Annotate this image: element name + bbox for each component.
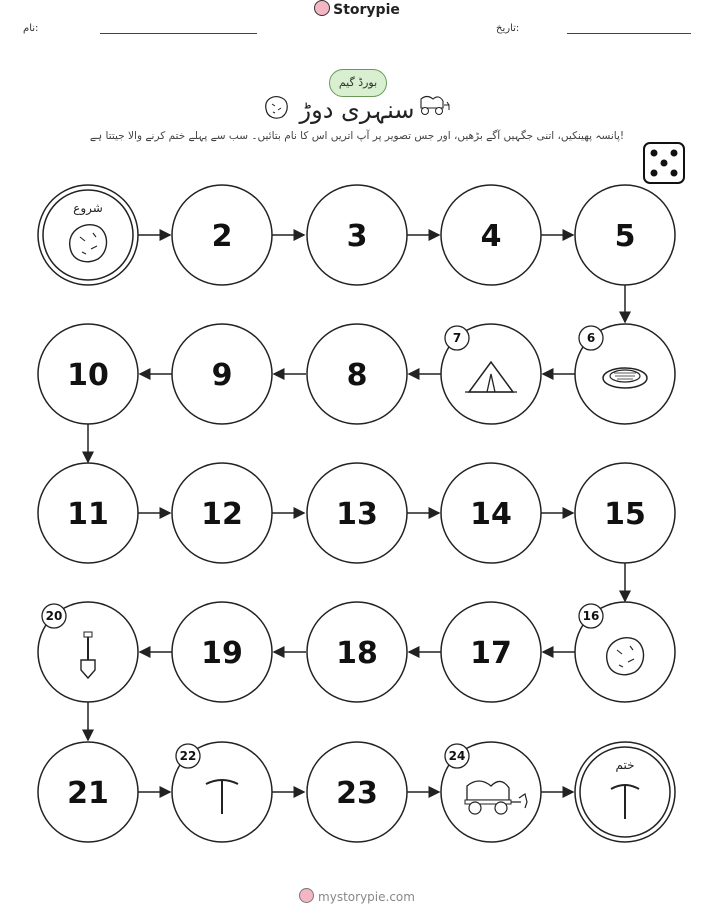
date-label: تاریخ: (496, 23, 520, 34)
footer (0, 888, 714, 904)
start-label: شروع (73, 201, 103, 215)
board-cell-7 (441, 324, 541, 424)
covered-wagon-title-icon (421, 97, 449, 115)
cell-number: 11 (67, 497, 109, 532)
board-cell-9 (172, 324, 272, 424)
storypie-logo-icon (299, 888, 314, 903)
board-cell-18 (307, 602, 407, 702)
cell-number: 15 (604, 497, 646, 532)
cell-number: 21 (67, 776, 109, 811)
cell-number: 18 (336, 636, 378, 671)
cell-number: 7 (452, 331, 462, 345)
board-cell-14 (441, 463, 541, 563)
board-game-badge: بورڈ گیم (329, 69, 387, 97)
cell-number: 23 (336, 776, 378, 811)
cell-number: 9 (211, 358, 233, 393)
board-cell-finish (575, 742, 675, 842)
board-cell-5 (575, 185, 675, 285)
cell-number: 22 (179, 749, 197, 763)
board-cell-23 (307, 742, 407, 842)
board-cell-15 (575, 463, 675, 563)
board-cell-13 (307, 463, 407, 563)
board-cell-20 (38, 602, 138, 702)
board-cell-8 (307, 324, 407, 424)
gold-nugget-title-icon (266, 97, 288, 119)
board-cell-12 (172, 463, 272, 563)
cell-number: 3 (346, 219, 368, 254)
board-cell-16 (575, 602, 675, 702)
cell-number: 8 (346, 358, 368, 393)
gold-nugget-icon (70, 225, 107, 262)
finish-label: ختم (615, 758, 635, 772)
cell-number: 20 (45, 609, 63, 623)
board-cell-start (38, 185, 138, 285)
cell-number: 2 (211, 219, 233, 254)
cell-number: 13 (336, 497, 378, 532)
cell-number: 4 (480, 219, 502, 254)
board-cell-3 (307, 185, 407, 285)
board-cell-21 (38, 742, 138, 842)
board-cell-24 (441, 742, 541, 842)
cell-number: 19 (201, 636, 243, 671)
cell-number: 6 (586, 331, 596, 345)
cell-number: 10 (67, 358, 109, 393)
cell-number: 17 (470, 636, 512, 671)
dice-icon (644, 143, 684, 183)
board-cell-11 (38, 463, 138, 563)
brand-name: Storypie (333, 2, 400, 18)
cell-number: 24 (448, 749, 466, 763)
board-cell-17 (441, 602, 541, 702)
cell-number: 12 (201, 497, 243, 532)
page-title: سنہری دوڑ (299, 96, 415, 124)
board-cell-4 (441, 185, 541, 285)
board-cell-10 (38, 324, 138, 424)
footer-url[interactable]: mystorypie.com (318, 890, 415, 904)
board-cell-2 (172, 185, 272, 285)
board-cell-22 (172, 742, 272, 842)
gold-nugget-icon (607, 638, 644, 675)
cell-number: 5 (614, 219, 636, 254)
name-label: نام: (23, 23, 39, 34)
cell-number: 14 (470, 497, 512, 532)
board-cell-19 (172, 602, 272, 702)
board-cell-6 (575, 324, 675, 424)
gold-pan-icon (603, 368, 647, 388)
instructions: پانسہ پھینکیں، اتنی جگہیں آگے بڑھیں، اور جس تصویر پر آپ اتریں اس کا نام بتائیں۔ سب سے پہلے ختم کرنے والا جیتتا ہے! (89, 130, 625, 142)
cell-number: 16 (582, 609, 600, 623)
